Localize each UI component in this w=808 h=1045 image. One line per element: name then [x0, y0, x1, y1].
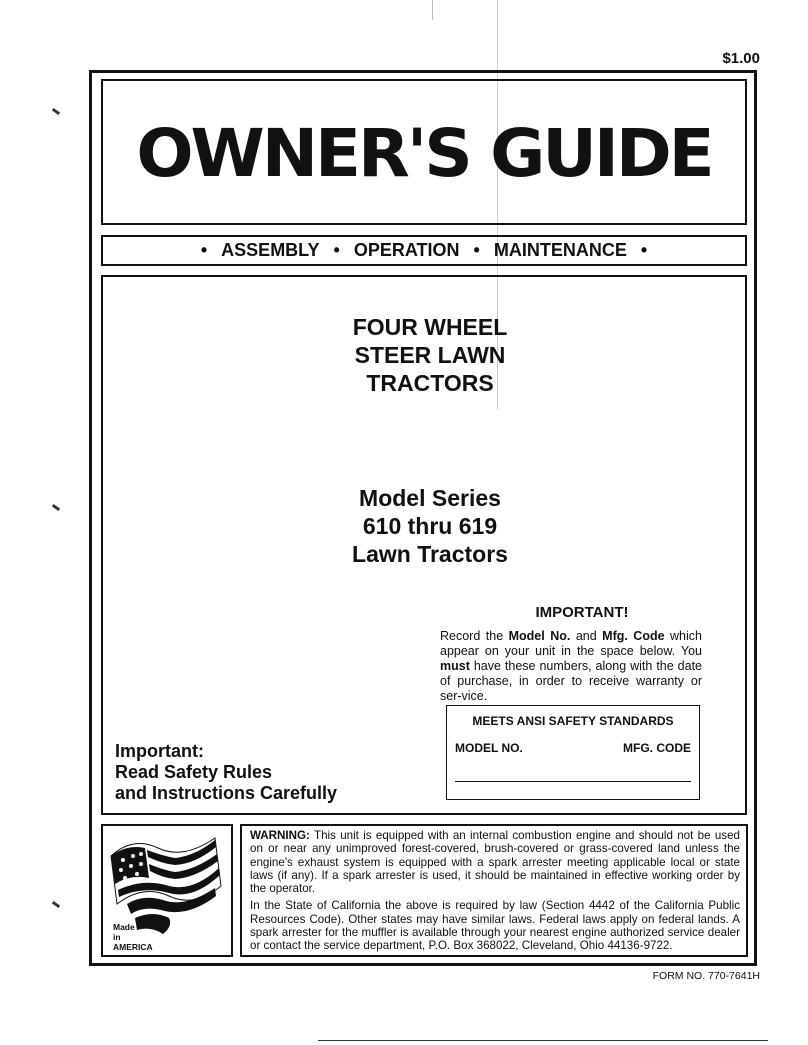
subtitle-bar	[101, 235, 747, 266]
model-no-label: MODEL NO.	[455, 741, 523, 755]
important-text: Record the Model No. and Mfg. Code which appear on your unit in the space below. You must have these numbers, along with the date of purchase, in order to receive warranty or ser-vice.	[440, 629, 702, 703]
product-heading	[320, 313, 540, 397]
ansi-header: MEETS ANSI SAFETY STANDARDS	[472, 714, 674, 728]
bullet: •	[640, 240, 648, 260]
record-line	[455, 781, 691, 782]
bullet: •	[200, 240, 208, 260]
page-title: OWNER'S GUIDE	[136, 115, 712, 192]
form-number: FORM NO. 770-7641H	[652, 970, 760, 982]
scan-artifact-line	[432, 0, 433, 20]
model-line: Lawn Tractors	[352, 541, 508, 567]
warning-paragraph: WARNING: This unit is equipped with an internal combustion engine and should not be used on or near any unimproved forest-covered, brush-covered or grass-covered land unless the engine's exhaust system is equipped with a spark arrester meeting applicable local or state laws (if any). If a spark arrester is used, it should be maintained in effective working order by the operator.	[250, 829, 740, 896]
product-line: FOUR WHEEL	[352, 314, 508, 340]
price: $1.00	[722, 50, 760, 67]
model-line: Model Series	[359, 485, 501, 511]
title-box	[101, 79, 747, 225]
scan-mark	[52, 901, 60, 908]
subtitle-assembly: ASSEMBLY	[221, 240, 320, 260]
product-line: TRACTORS	[366, 370, 494, 396]
bottom-rule	[318, 1040, 768, 1041]
safety-line: Read Safety Rules	[115, 762, 273, 782]
warning-box	[240, 824, 748, 957]
subtitle-maintenance: MAINTENANCE	[493, 240, 627, 260]
california-paragraph: In the State of California the above is required by law (Section 4442 of the California Public Resources Code). Other states may have similar laws. Federal laws apply on federal lands. A spark arrester for the muffler is available through your nearest engine authorized service dealer or contact the service department, P.O. Box 368022, Cleveland, Ohio 44136-9722.	[250, 899, 740, 953]
scan-mark	[52, 108, 60, 115]
safety-reminder	[115, 741, 337, 804]
made-in-america-box	[101, 824, 233, 957]
model-series-heading	[320, 484, 540, 568]
safety-line: and Instructions Carefully	[115, 783, 338, 803]
model-line: 610 thru 619	[362, 513, 498, 539]
bullet: •	[473, 240, 480, 260]
important-notice	[440, 604, 702, 704]
made-in-america-label: Made in AMERICA	[113, 922, 153, 952]
subtitle-operation: OPERATION	[353, 240, 460, 260]
safety-line: Important:	[115, 741, 204, 761]
important-heading: IMPORTANT!	[535, 604, 629, 621]
scan-mark	[52, 504, 60, 511]
product-line: STEER LAWN	[354, 342, 506, 368]
mfg-code-label: MFG. CODE	[623, 741, 691, 755]
bullet: •	[333, 240, 340, 260]
ansi-record-box	[446, 705, 700, 800]
